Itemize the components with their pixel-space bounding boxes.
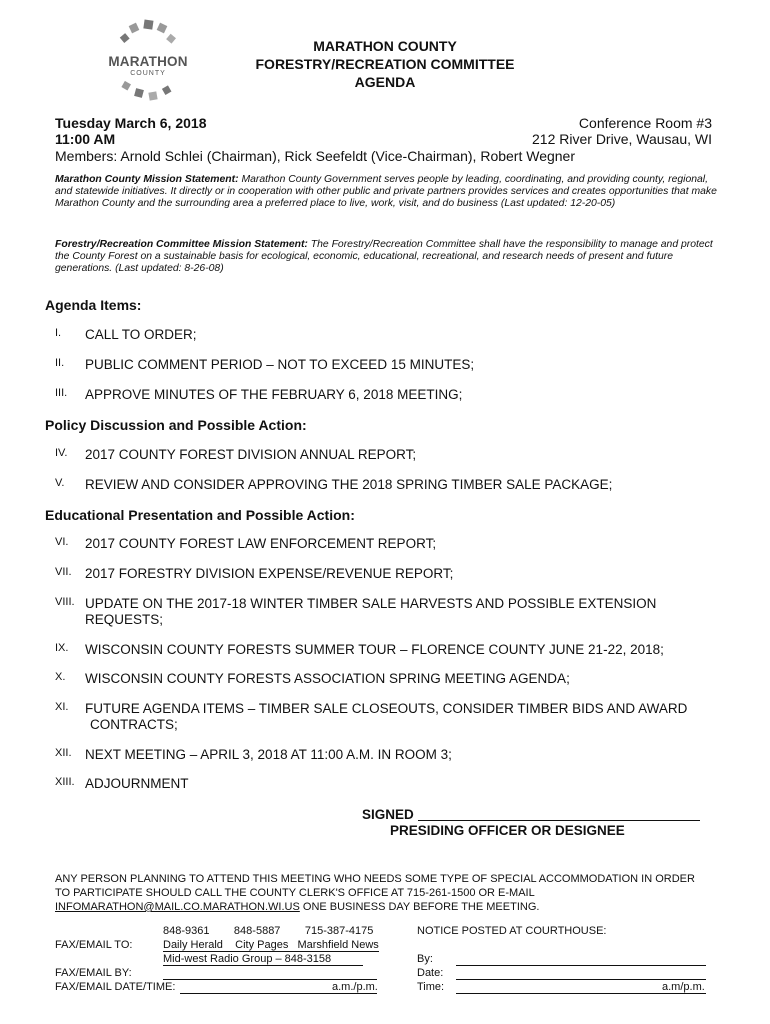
accommodation-notice-2: TO PARTICIPATE SHOULD CALL THE COUNTY CLERK'S OFFICE AT 715-261-1500 OR E-MAIL (55, 887, 535, 899)
fax-by-line (163, 979, 377, 980)
title-line-1: MARATHON COUNTY (313, 38, 457, 54)
signed-label: SIGNED (362, 807, 414, 822)
meeting-members: Members: Arnold Schlei (Chairman), Rick Seefeldt (Vice-Chairman), Robert Wegner (55, 148, 576, 164)
fax-to-label: FAX/EMAIL TO: (55, 939, 133, 951)
logo-name: MARATHON (108, 54, 188, 69)
fax-datetime-line (180, 993, 377, 994)
notice-posted-label: NOTICE POSTED AT COURTHOUSE: (417, 925, 607, 937)
fax-phones: 848-9361 848-5887 715-387-4175 (163, 925, 374, 937)
meeting-date: Tuesday March 6, 2018 (55, 115, 207, 131)
posted-ampm: a.m/p.m. (662, 981, 705, 993)
fax-radio: Mid-west Radio Group – 848-3158 (163, 953, 363, 966)
email-link[interactable]: INFOMARATHON@MAIL.CO.MARATHON.WI.US (55, 901, 300, 913)
county-mission-text: Marathon County Government serves people by leading, coordinating, and providing county, regional, and statewide initiatives. It directly or in cooperation with other public and private partners provides services and creates opportunities that make Marathon County and the surrounding area a preferred place to live, work, visit, and do business (Last updated: 12-20-05) (55, 174, 717, 209)
meeting-address: 212 River Drive, Wausau, WI (532, 131, 712, 147)
committee-mission-text: The Forestry/Recreation Committee shall have the responsibility to manage and protect the County Forest on a sustainable basis for ecological, economic, educational, recreational, and research needs of present and future generations. (Last updated: 8-26-08) (55, 239, 713, 274)
meeting-time: 11:00 AM (55, 131, 116, 147)
meeting-room: Conference Room #3 (578, 115, 712, 131)
accommodation-notice-3: INFOMARATHON@MAIL.CO.MARATHON.WI.US ONE BUSINESS DAY BEFORE THE MEETING. (55, 901, 540, 913)
posted-date-line (456, 979, 706, 980)
fax-by-label: FAX/EMAIL BY: (55, 967, 132, 979)
posted-time-label: Time: (417, 981, 445, 993)
county-mission (55, 174, 727, 210)
fax-datetime-label: FAX/EMAIL DATE/TIME: (55, 981, 176, 993)
posted-date-label: Date: (417, 967, 444, 979)
presiding-officer: PRESIDING OFFICER OR DESIGNEE (390, 823, 625, 838)
fax-ampm: a.m./p.m. (332, 981, 378, 993)
posted-by-label: By: (417, 953, 433, 965)
accommodation-notice-1: ANY PERSON PLANNING TO ATTEND THIS MEETING WHO NEEDS SOME TYPE OF SPECIAL ACCOMMODATION IN ORDER (55, 873, 695, 885)
fax-papers: Daily Herald City Pages Marshfield News (163, 939, 379, 951)
section-policy: Policy Discussion and Possible Action: (45, 417, 307, 433)
section-education: Educational Presentation and Possible Action: (45, 507, 355, 523)
posted-time-line (456, 993, 706, 994)
committee-mission-label: Forestry/Recreation Committee Mission Statement: (55, 239, 308, 250)
county-logo (100, 18, 196, 106)
title-line-2: FORESTRY/RECREATION COMMITTEE (255, 56, 515, 72)
section-agenda: Agenda Items: (45, 297, 142, 313)
committee-mission (55, 239, 727, 275)
posted-by-line (456, 965, 706, 966)
title-line-3: AGENDA (354, 74, 416, 90)
signature-line (418, 820, 700, 821)
logo-sub: COUNTY (130, 70, 166, 77)
county-mission-label: Marathon County Mission Statement: (55, 174, 239, 185)
